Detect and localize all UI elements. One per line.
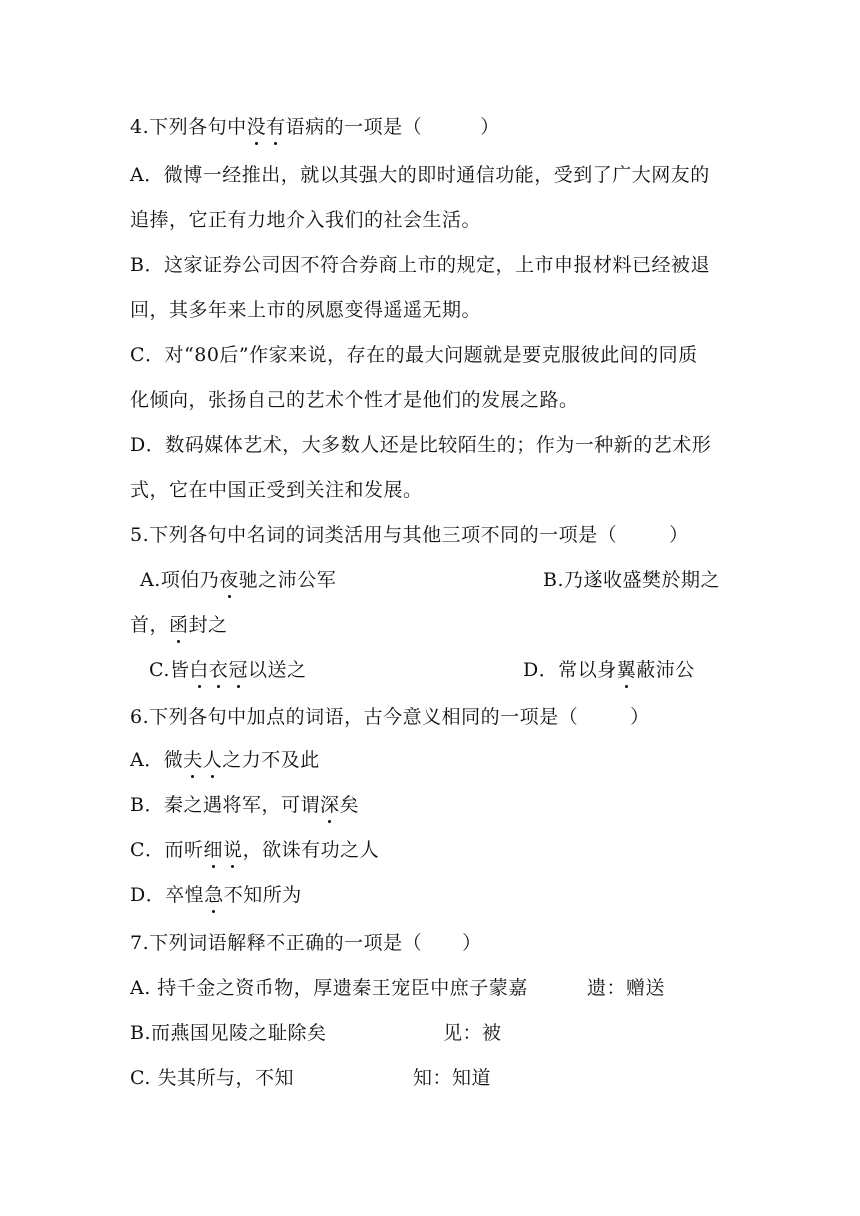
q6-option-a <box>130 745 320 772</box>
q4-option-a-line1: A．微博一经推出，就以其强大的即时通信功能，受到了广大网友的 <box>130 164 710 186</box>
q5-option-a <box>140 565 336 592</box>
q6-option-c <box>130 835 379 862</box>
q6-option-a-text: 之力不及此 <box>222 749 320 771</box>
q6-dotted-char: 急 <box>204 880 224 907</box>
q6-option-d <box>130 880 302 907</box>
q5-option-c-text: 以送之 <box>247 659 307 681</box>
q7-option-c: C. 失其所与，不知 <box>130 1067 294 1089</box>
q5-stem-text: 5.下列各句中名词的词类活用与其他三项不同的一项是（ <box>130 524 618 546</box>
q5-dotted-char: 翼 <box>617 655 637 682</box>
q6-dotted-char: 人 <box>203 745 223 772</box>
q6-dotted-char: 说 <box>223 835 243 862</box>
q4-option-b-line1: B．这家证券公司因不符合券商上市的规定，上市申报材料已经被退 <box>130 254 710 276</box>
q5-dotted-char: 白 <box>189 655 209 682</box>
q7-option-a-gloss: 遗：赠送 <box>587 977 666 999</box>
q6-paren-close: ） <box>630 706 650 728</box>
q5-dotted-char: 函 <box>169 610 189 637</box>
q5-option-d-text: D．常以身 <box>523 659 617 681</box>
q6-option-d-text: 不知所为 <box>223 884 302 906</box>
q4-paren-close: ） <box>480 116 500 138</box>
q6-option-a-text: A．微 <box>130 749 184 771</box>
q6-option-c-text: ，欲诛有功之人 <box>242 839 380 861</box>
q5-option-b-text: 封之 <box>188 614 228 636</box>
q5-stem <box>130 520 689 547</box>
q6-option-b-text: B．秦之遇将军，可谓 <box>130 794 320 816</box>
q4-option-d-line1: D．数码媒体艺术，大多数人还是比较陌生的；作为一种新的艺术形 <box>130 434 712 456</box>
q5-option-b: B.乃遂收盛樊於期之 <box>543 569 721 591</box>
q4-option-c-line2: 化倾向，张扬自己的艺术个性才是他们的发展之路。 <box>130 389 579 411</box>
q5-option-a-text: 驰之沛公军 <box>238 569 337 591</box>
q4-dotted-char: 没 <box>247 112 267 139</box>
q4-dotted-char: 有 <box>266 112 286 139</box>
q7-option-a: A. 持千金之资币物，厚遗秦王宠臣中庶子蒙嘉 <box>130 977 528 999</box>
q6-dotted-char: 深 <box>320 790 340 817</box>
q6-stem-text: 6.下列各句中加点的词语，古今意义相同的一项是（ <box>130 706 579 728</box>
q4-option-b-line2: 回，其多年来上市的夙愿变得遥遥无期。 <box>130 299 482 321</box>
q5-option-b-text: 首， <box>130 614 170 636</box>
q6-option-c-text: C．而听 <box>130 839 204 861</box>
q4-stem-text: 语病的一项是（ <box>285 116 423 138</box>
q4-option-a-line2: 追捧，它正有力地介入我们的社会生活。 <box>130 209 482 231</box>
q5-option-d-text: 蔽沛公 <box>636 659 695 681</box>
q7-option-b-gloss: 见：被 <box>443 1022 502 1044</box>
q7-stem-text: 7.下列词语解释不正确的一项是（ <box>130 932 423 954</box>
q6-stem <box>130 702 650 729</box>
q5-option-b-cont <box>130 610 228 637</box>
q5-option-a-text: A.项伯乃 <box>140 569 220 591</box>
q5-paren-close: ） <box>669 524 689 546</box>
q6-dotted-char: 夫 <box>183 745 203 772</box>
q4-stem-text: 4.下列各句中 <box>130 116 247 138</box>
q5-option-c <box>149 655 306 682</box>
q7-stem <box>130 928 482 955</box>
q7-paren-close: ） <box>462 932 482 954</box>
q6-dotted-char: 细 <box>204 835 224 862</box>
q5-option-c-text: C.皆 <box>149 659 190 681</box>
q6-option-b <box>130 790 359 817</box>
q6-option-b-text: 矣 <box>339 794 359 816</box>
q4-option-c-line1: C．对“80后”作家来说，存在的最大问题就是要克服彼此间的同质 <box>130 344 698 366</box>
q5-dotted-char: 冠 <box>228 655 248 682</box>
q4-stem <box>130 112 500 139</box>
q7-option-c-gloss: 知：知道 <box>413 1067 492 1089</box>
q5-dotted-char: 夜 <box>219 565 239 592</box>
q7-option-b: B.而燕国见陵之耻除矣 <box>130 1022 327 1044</box>
q5-option-d <box>523 655 695 682</box>
q6-option-d-text: D．卒惶 <box>130 884 205 906</box>
q5-dotted-char: 衣 <box>209 655 229 682</box>
q4-option-d-line2: 式，它在中国正受到关注和发展。 <box>130 479 423 501</box>
